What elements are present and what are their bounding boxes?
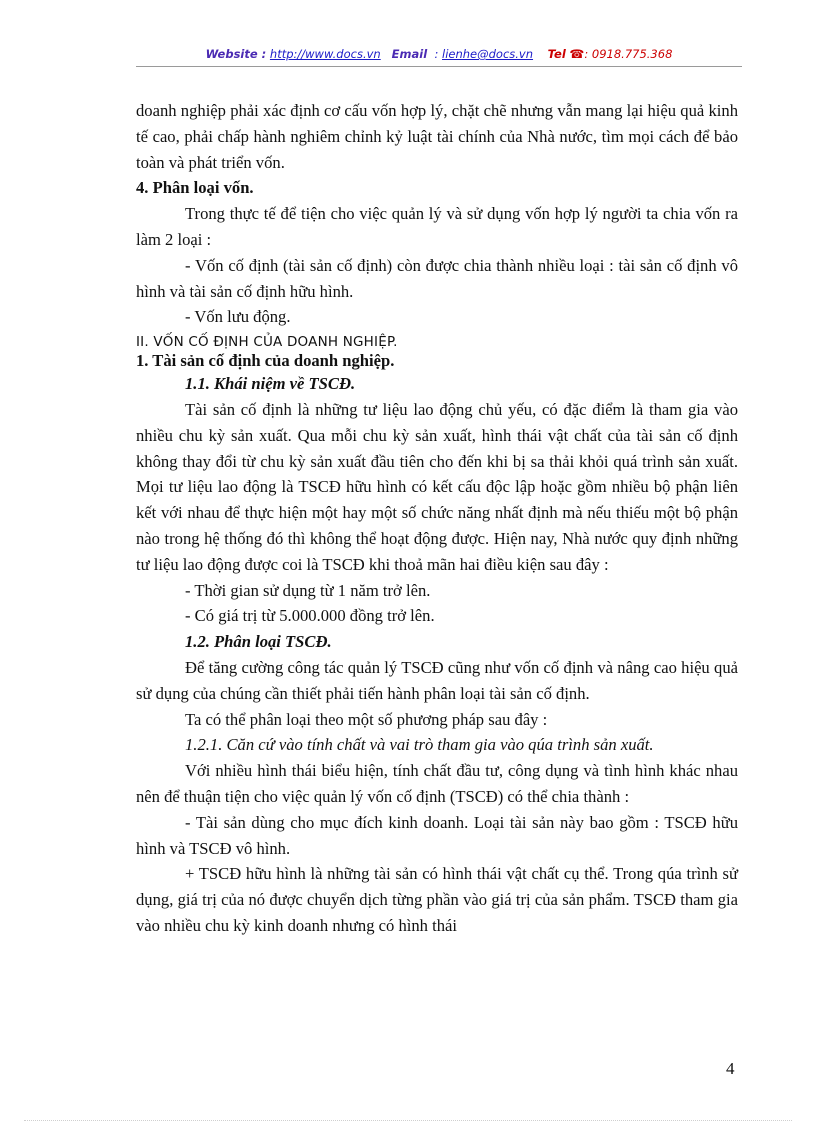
website-link[interactable]: http://www.docs.vn	[269, 47, 381, 61]
header-divider	[136, 66, 742, 67]
list-item: - Vốn cố định (tài sản cố định) còn được chia thành nhiều loại : tài sản cố định vô hình và tài sản cố định hữu hình.	[136, 255, 738, 301]
website-label: Website :	[205, 47, 267, 61]
subsection-heading: 1.2. Phân loại TSCĐ.	[185, 632, 332, 652]
paragraph: doanh nghiệp phải xác định cơ cấu vốn hợp lý, chặt chẽ nhưng vẫn mang lại hiệu quả kinh tế cao, phải chấp hành nghiêm chỉnh kỷ luật tài chính của Nhà nước, tìm mọi cách để bảo toàn và phát triển vốn.	[136, 101, 738, 172]
list-item: - Thời gian sử dụng từ 1 năm trở lên.	[185, 580, 431, 600]
subsubsection-heading: 1.2.1. Căn cứ vào tính chất và vai trò tham gia vào qúa trình sản xuất.	[185, 735, 654, 755]
email-separator: :	[434, 47, 439, 61]
document-body	[136, 98, 738, 939]
paragraph: Ta có thể phân loại theo một số phương pháp sau đây :	[185, 709, 548, 729]
list-item: - Có giá trị từ 5.000.000 đồng trở lên.	[185, 606, 435, 626]
paragraph: Với nhiều hình thái biểu hiện, tính chất đầu tư, công dụng và tình hình khác nhau nên để thuận tiện cho việc quản lý vốn cố định (TSCĐ) có thể chia thành :	[136, 761, 738, 806]
email-label: Email	[391, 47, 428, 61]
list-item: - Vốn lưu động.	[185, 307, 291, 327]
paragraph: Trong thực tế để tiện cho việc quản lý và sử dụng vốn hợp lý người ta chia vốn ra làm 2 loại :	[136, 204, 738, 249]
telephone-icon: ☎	[569, 47, 585, 61]
section-heading: 1. Tài sản cố định của doanh nghiệp.	[136, 351, 395, 371]
tel-label: Tel	[547, 47, 566, 61]
paragraph: + TSCĐ hữu hình là những tài sản có hình thái vật chất cụ thể. Trong qúa trình sử dụng, giá trị của nó được chuyển dịch từng phần vào giá trị của sản phẩm. TSCĐ tham gia vào nhiều chu kỳ kinh doanh nhưng có hình thái	[136, 864, 738, 935]
page-header	[136, 47, 742, 61]
chapter-heading: II. VỐN CỐ ĐỊNH CỦA DOANH NGHIỆP.	[136, 334, 398, 351]
paragraph: Để tăng cường công tác quản lý TSCĐ cũng như vốn cố định và nâng cao hiệu quả sử dụng của chúng cần thiết phải tiến hành phân loại tài sản cố định.	[136, 657, 738, 703]
tel-value: : 0918.775.368	[584, 47, 673, 61]
footer-divider	[24, 1120, 792, 1121]
list-item: - Tài sản dùng cho mục đích kinh doanh. Loại tài sản này bao gồm : TSCĐ hữu hình và TSCĐ vô hình.	[136, 812, 738, 858]
email-link[interactable]: lienhe@docs.vn	[442, 47, 534, 61]
subsection-heading: 1.1. Khái niệm về TSCĐ.	[185, 374, 356, 394]
page-number: 4	[726, 1059, 735, 1078]
section-heading: 4. Phân loại vốn.	[136, 178, 254, 198]
paragraph: Tài sản cố định là những tư liệu lao động chủ yếu, có đặc điểm là tham gia vào nhiều chu kỳ sản xuất. Qua mỗi chu kỳ sản xuất, hình thái vật chất của tài sản cố định không thay đổi từ chu kỳ sản xuất đầu tiên cho đến khi bị sa thải khỏi quá trình sản xuất. Mọi tư liệu lao động là TSCĐ hữu hình có kết cấu độc lập hoặc gồm nhiều bộ phận liên kết với nhau để thực hiện một hay một số chức năng nhất định mà nếu thiếu một bộ phận nào trong hệ thống đó thì không thể hoạt động được. Hiện nay, Nhà nước quy định những tư liệu lao động được coi là TSCĐ khi thoả mãn hai điều kiện sau đây :	[136, 399, 738, 574]
